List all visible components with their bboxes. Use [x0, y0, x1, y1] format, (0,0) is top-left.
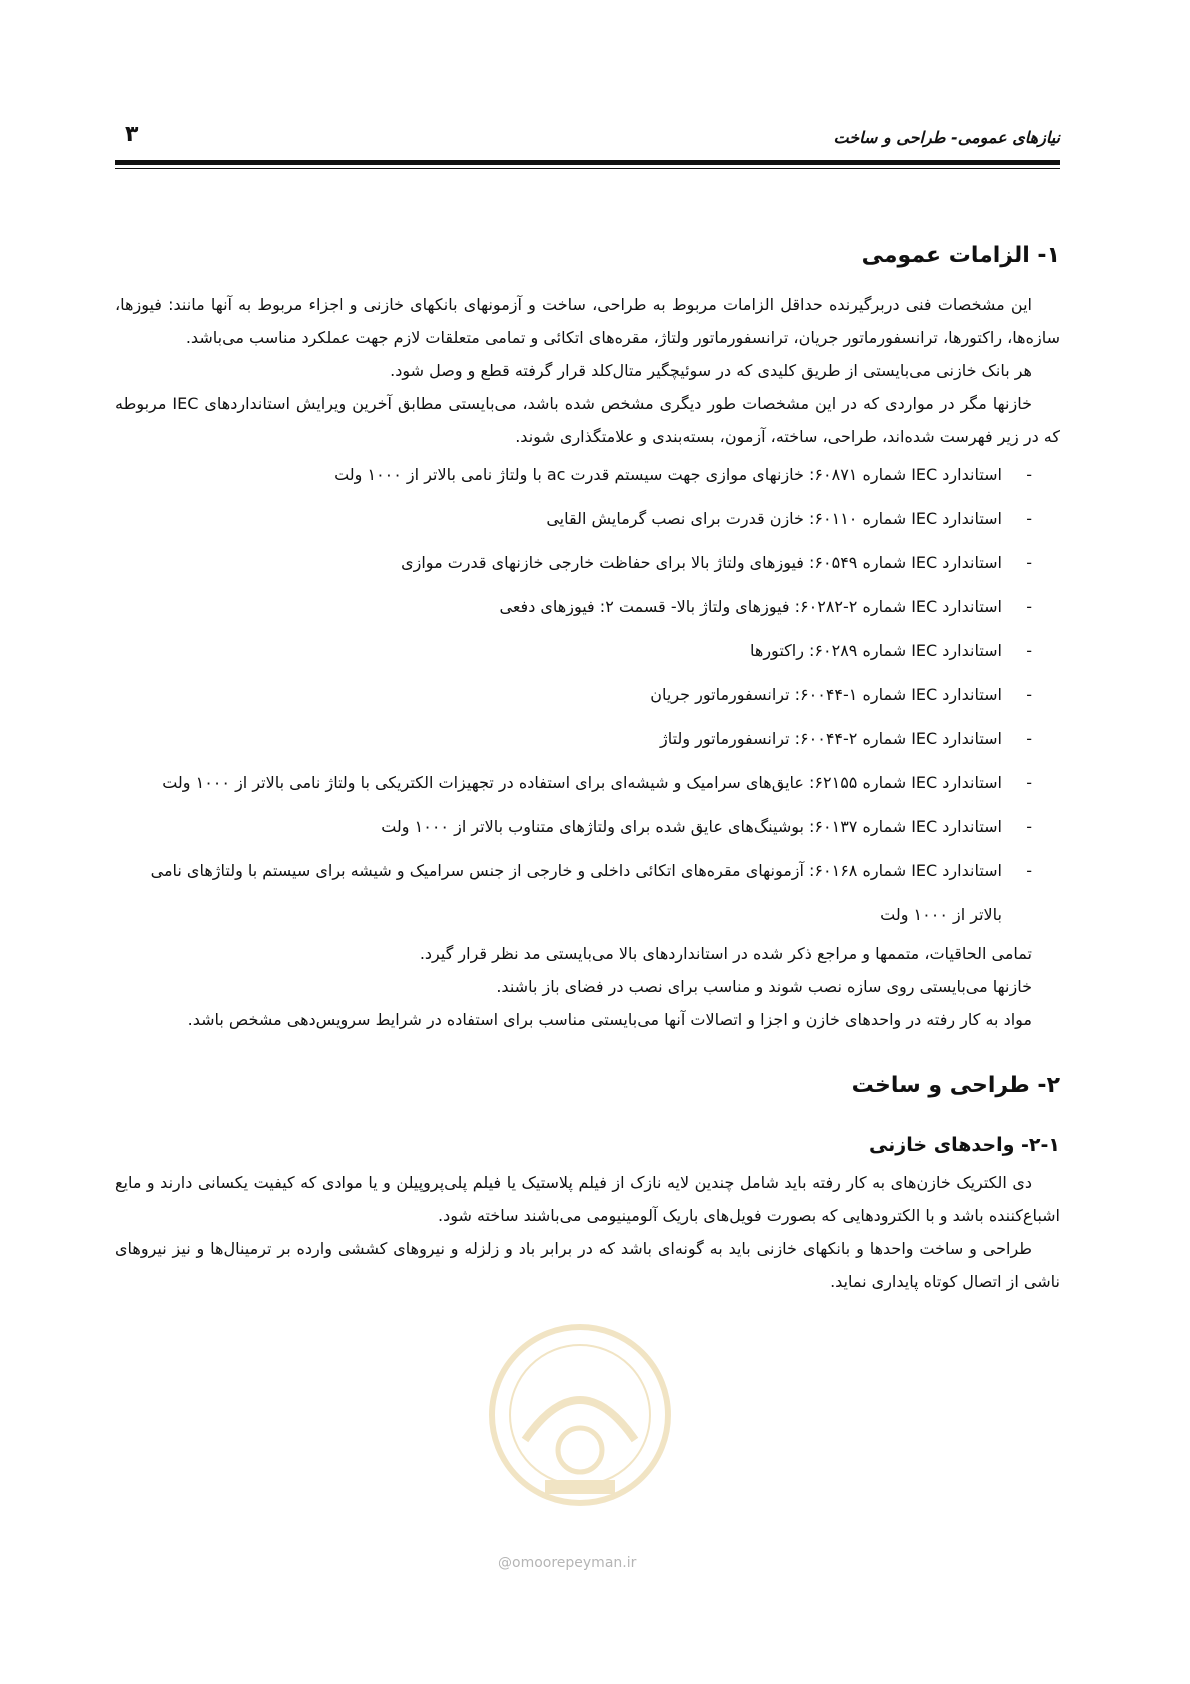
running-header-title: نیازهای عمومی- طراحی و ساخت [833, 128, 1060, 147]
body-paragraph: طراحی و ساخت واحدها و بانکهای خازنی باید به گونه‌ای باشد که در برابر باد و زلزله و نیروهای کششی وارده بر ترمینال‌ها و نیز نیروهای ناشی از اتصال کوتاه پایداری نماید. [115, 1239, 1060, 1291]
list-item [115, 585, 1032, 629]
body-paragraph: خازنها می‌بایستی روی سازه نصب شوند و مناسب برای نصب در فضای باز باشند. [496, 977, 1032, 996]
list-dash: - [1026, 685, 1032, 704]
page-body [115, 236, 1060, 1298]
list-item-text: استاندارد IEC شماره ۶۰۸۷۱: خازنهای موازی جهت سیستم قدرت ac با ولتاژ نامی بالاتر از ۱۰۰۰ ولت [334, 465, 1002, 484]
subsection-2-1-heading: ۲-۱- واحدهای خازنی [868, 1134, 1060, 1156]
list-item [115, 761, 1032, 805]
list-dash: - [1026, 861, 1032, 880]
list-item-text: استاندارد IEC شماره ۶۲۱۵۵: عایق‌های سرامیک و شیشه‌ای برای استفاده در تجهیزات الکتریکی با ولتاژ نامی بالاتر از ۱۰۰۰ ولت [162, 773, 1002, 792]
standards-list [115, 453, 1060, 937]
list-dash: - [1026, 729, 1032, 748]
body-paragraph: مواد به کار رفته در واحدهای خازن و اجزا و اتصالات آنها می‌بایستی مناسب برای استفاده در شرایط سرویس‌دهی مشخص باشد. [187, 1010, 1032, 1029]
section-2-heading: ۲- طراحی و ساخت [851, 1073, 1060, 1098]
list-dash: - [1026, 773, 1032, 792]
list-item-text: استاندارد IEC شماره ۶۰۱۱۰: خازن قدرت برای نصب گرمایش القایی [546, 509, 1002, 528]
list-item [115, 453, 1032, 497]
list-dash: - [1026, 509, 1032, 528]
body-paragraph: دی الکتریک خازن‌های به کار رفته باید شامل چندین لایه نازک از فیلم پلاستیک یا فیلم پلی‌پروپیلن و یا موادی که کیفیت یکسانی دارند و مایع اشباع‌کننده باشد و با الکترودهایی که بصورت فویل‌های باریک آلومینیومی می‌باشند ساخته شود. [115, 1173, 1060, 1225]
list-item [115, 673, 1032, 717]
list-item-text: استاندارد IEC شماره ۶۰۱۶۸: آزمونهای مقره‌های اتکائی داخلی و خارجی از جنس سرامیک و شیشه برای سیستم با ولتاژهای نامی بالاتر از ۱۰۰۰ ولت [150, 861, 1002, 924]
body-paragraph: خازنها مگر در مواردی که در این مشخصات طور دیگری مشخص شده باشد، می‌بایستی مطابق آخرین ویرایش استانداردهای IEC مربوطه که در زیر فهرست شده‌اند، طراحی، ساخته، آزمون، بسته‌بندی و علامتگذاری شوند. [115, 394, 1060, 446]
page-header [115, 122, 1060, 158]
header-rule-thin [115, 168, 1060, 169]
watermark-logo-icon [485, 1320, 675, 1550]
list-item [115, 629, 1032, 673]
list-dash: - [1026, 641, 1032, 660]
list-item-text: استاندارد IEC شماره ۲-۶۰۰۴۴: ترانسفورماتور ولتاژ [660, 729, 1002, 748]
section-1-heading: ۱- الزامات عمومی [861, 243, 1060, 268]
list-item [115, 805, 1032, 849]
list-item-text: استاندارد IEC شماره ۶۰۱۳۷: بوشینگ‌های عایق شده برای ولتاژهای متناوب بالاتر از ۱۰۰۰ ولت [381, 817, 1002, 836]
page-number: ۳ [125, 122, 139, 147]
header-rule-thick [115, 160, 1060, 165]
body-paragraph: این مشخصات فنی دربرگیرنده حداقل الزامات مربوط به طراحی، ساخت و آزمونهای بانکهای خازنی و اجزاء مربوط به آنها مانند: فیوزها، سازه‌ها، راکتورها، ترانسفورماتور جریان، ترانسفورماتور ولتاژ، مقره‌های اتکائی و تمامی متعلقات لازم جهت عملکرد مناسب می‌باشد. [115, 295, 1060, 347]
list-item-text: استاندارد IEC شماره ۱-۶۰۰۴۴: ترانسفورماتور جریان [650, 685, 1002, 704]
body-paragraph: هر بانک خازنی می‌بایستی از طریق کلیدی که در سوئیچگیر متال‌کلد قرار گرفته قطع و وصل شود. [390, 361, 1032, 380]
list-dash: - [1026, 465, 1032, 484]
list-dash: - [1026, 597, 1032, 616]
list-item [115, 849, 1032, 937]
list-dash: - [1026, 553, 1032, 572]
body-paragraph: تمامی الحاقیات، متممها و مراجع ذکر شده در استانداردهای بالا می‌بایستی مد نظر قرار گیرد. [419, 944, 1032, 963]
list-item-text: استاندارد IEC شماره ۶۰۲۸۹: راکتورها [750, 641, 1002, 660]
list-item [115, 541, 1032, 585]
list-dash: - [1026, 817, 1032, 836]
list-item [115, 497, 1032, 541]
list-item-text: استاندارد IEC شماره ۲-۶۰۲۸۲: فیوزهای ولتاژ بالا- قسمت ۲: فیوزهای دفعی [499, 597, 1002, 616]
watermark-text: @omoorepeyman.ir [498, 1555, 637, 1571]
list-item-text: استاندارد IEC شماره ۶۰۵۴۹: فیوزهای ولتاژ بالا برای حفاظت خارجی خازنهای قدرت موازی [401, 553, 1002, 572]
list-item [115, 717, 1032, 761]
